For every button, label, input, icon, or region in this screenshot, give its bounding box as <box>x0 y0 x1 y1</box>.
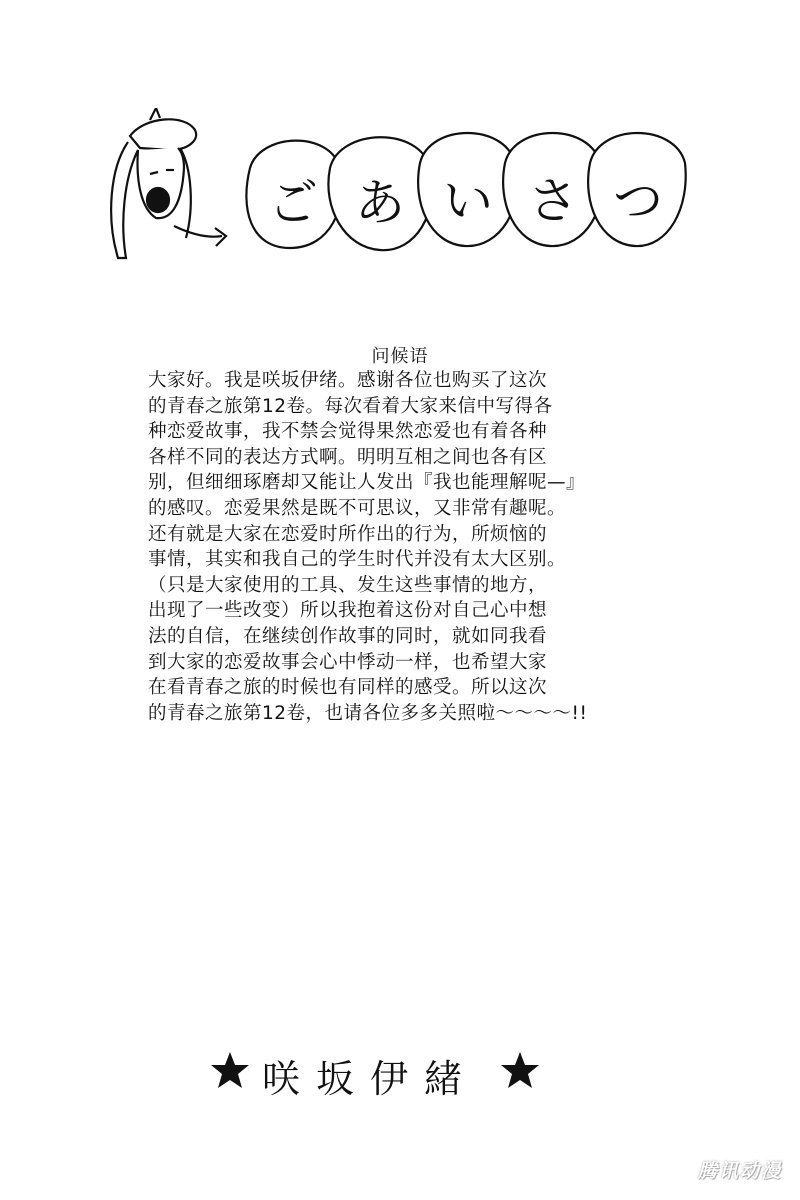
kana-character: ご <box>268 174 318 232</box>
body-line: 的青春之旅第12卷。每次看着大家来信中写得各 <box>148 395 553 417</box>
girl-character-illustration <box>111 108 226 258</box>
star-icon <box>210 1050 250 1090</box>
signature-text: 咲坂伊緒 <box>262 1057 479 1101</box>
body-line: 到大家的恋爱故事会心中悸动一样，也希望大家 <box>148 651 548 673</box>
author-signature <box>210 1040 550 1100</box>
header-illustration <box>100 108 690 278</box>
body-line: 别，但细细琢磨却又能让人发出『我也能理解呢—』 <box>148 472 586 494</box>
body-line: 种恋爱故事，我不禁会觉得果然恋爱也有着各种 <box>148 421 548 443</box>
article-body <box>148 368 708 726</box>
kana-character: い <box>443 172 493 230</box>
kana-character: さ <box>528 172 578 230</box>
body-line: 法的自信，在继续创作故事的同时，就如同我看 <box>148 625 548 647</box>
kana-character: あ <box>355 174 405 232</box>
article-title: 问候语 <box>371 346 429 367</box>
body-line: 的青春之旅第12卷，也请各位多多关照啦～～～～!! <box>148 702 588 724</box>
kana-character: つ <box>613 172 663 230</box>
body-line: 出现了一些改变）所以我抱着这份对自己心中想 <box>148 600 548 622</box>
body-line: 还有就是大家在恋爱时所作出的行为，所烦恼的 <box>148 523 548 545</box>
body-line: 在看青春之旅的时候也有同样的感受。所以这次 <box>148 677 548 699</box>
star-icon <box>500 1050 540 1090</box>
watermark-logo: 腾讯动漫 <box>697 1160 782 1182</box>
body-line: 各样不同的表达方式啊。明明互相之间也各有区 <box>148 446 548 468</box>
body-line: 大家好。我是咲坂伊绪。感谢各位也购买了这次 <box>148 370 548 391</box>
body-line: （只是大家使用的工具、发生这些事情的地方， <box>148 574 548 596</box>
body-line: 事情，其实和我自己的学生时代并没有太大区别。 <box>148 549 567 571</box>
body-line: 的感叹。恋爱果然是既不可思议，又非常有趣呢。 <box>148 497 567 519</box>
